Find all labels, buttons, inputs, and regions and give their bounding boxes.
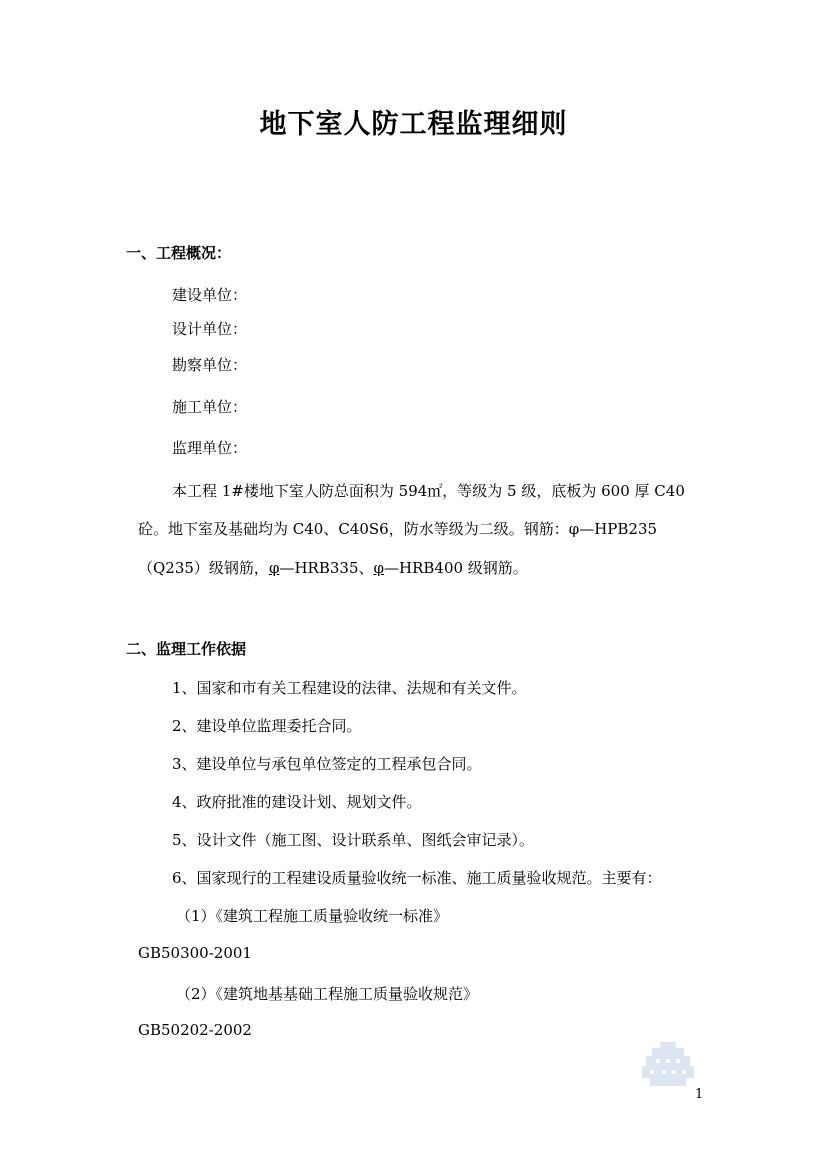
field-supervisor: 监理单位： [172, 439, 248, 457]
standard-1-code: GB50300-2001 [138, 944, 252, 962]
basis-item-3: 3、建设单位与承包单位签定的工程承包合同。 [172, 755, 482, 773]
desc-line-3 [138, 557, 528, 578]
standard-2-code: GB50202-2002 [138, 1021, 252, 1039]
field-client: 建设单位： [172, 286, 248, 304]
standard-2-title: （2）《建筑地基基础工程施工质量验收规范》 [176, 985, 479, 1003]
standard-1-title: （1）《建筑工程施工质量验收统一标准》 [176, 907, 449, 925]
building-watermark-icon [638, 1040, 698, 1088]
basis-item-6: 6、国家现行的工程建设质量验收统一标准、施工质量验收规范。主要有： [172, 869, 662, 887]
section1-heading: 一、工程概况： [126, 244, 232, 262]
field-contractor: 施工单位： [172, 398, 248, 416]
document-title: 地下室人防工程监理细则 [259, 109, 568, 140]
basis-item-5: 5、设计文件（施工图、设计联系单、图纸会审记录）。 [172, 831, 535, 849]
basis-item-2: 2、建设单位监理委托合同。 [172, 717, 362, 735]
section2-heading: 二、监理工作依据 [126, 640, 247, 658]
page-number: 1 [695, 1087, 704, 1102]
desc-line-1: 本工程 1#楼地下室人防总面积为 594㎡，等级为 5 级，底板为 600 厚 C40 [172, 482, 685, 500]
basis-item-4: 4、政府批准的建设计划、规划文件。 [172, 793, 422, 811]
basis-item-1: 1、国家和市有关工程建设的法律、法规和有关文件。 [172, 679, 527, 697]
desc-line-3-a: （Q235）级钢筋， [138, 559, 269, 577]
desc-line-3-c: —HRB400 级钢筋。 [384, 559, 528, 577]
phi-symbol-2: φ [373, 559, 384, 577]
field-designer: 设计单位： [172, 320, 248, 338]
desc-line-2: 砼。地下室及基础均为 C40、C40S6，防水等级为二级。钢筋：φ—HPB235 [138, 520, 658, 538]
phi-symbol-1: φ [268, 559, 280, 577]
desc-line-3-b: —HRB335、 [279, 559, 374, 577]
field-surveyor: 勘察单位： [172, 356, 248, 374]
